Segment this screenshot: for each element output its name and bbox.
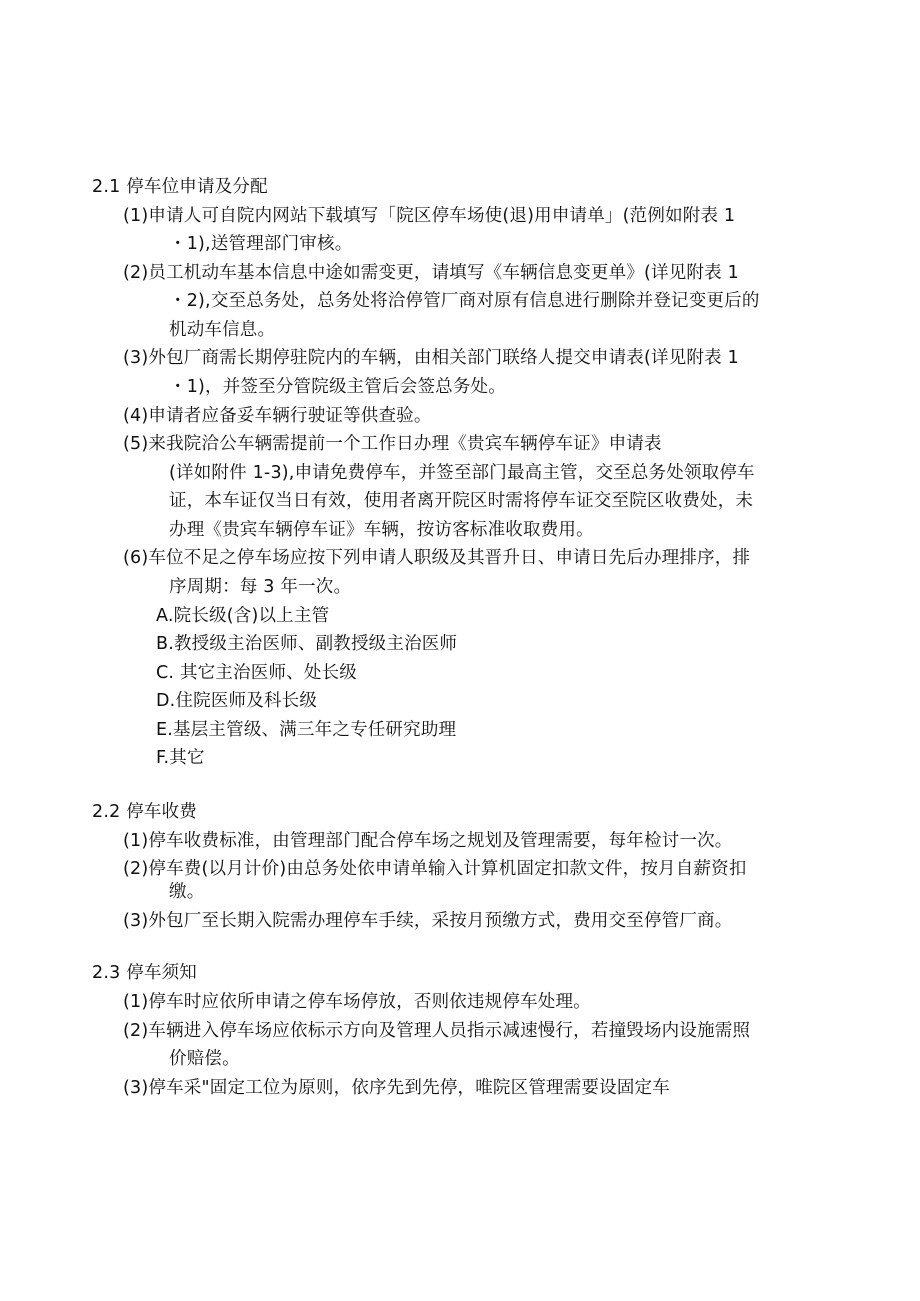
list-item-c: C. 其它主治医师、处长级 [156,663,357,683]
paragraph-line: (2)车辆进入停车场应依标示方向及管理人员指示减速慢行，若撞毁场内设施需照 [123,1021,751,1041]
paragraph-line: (3)外包厂商需长期停驻院内的车辆，由相关部门联络人提交申请表(详见附表 1 [123,348,739,368]
paragraph-line: (3)外包厂至长期入院需办理停车手续，采按月预缴方式，费用交至停管厂商。 [123,911,733,931]
list-item-d: D.住院医师及科长级 [156,691,318,711]
list-item-e: E.基层主管级、满三年之专任研究助理 [156,720,457,740]
paragraph-line: (5)来我院洽公车辆需提前一个工作日办理《贵宾车辆停车证》申请表 [123,434,662,454]
paragraph-line: 证，本车证仅当日有效，使用者离开院区时需将停车证交至院区收费处，未 [169,491,754,511]
paragraph-line: 机动车信息。 [169,320,276,340]
paragraph-line: ・2),交至总务处，总务处将洽停管厂商对原有信息进行删除并登记变更后的 [169,291,760,311]
paragraph-line: (2)员工机动车基本信息中途如需变更，请填写《车辆信息变更单》(详见附表 1 [123,263,739,283]
paragraph-line: (3)停车采"固定工位为原则，依序先到先停，唯院区管理需要设固定车 [123,1078,670,1098]
paragraph-line: 序周期：每 3 年一次。 [169,577,352,597]
paragraph-line: (2)停车费(以月计价)由总务处依申请单输入计算机固定扣款文件，按月自薪资扣 [123,859,747,879]
paragraph-line: (6)车位不足之停车场应按下列申请人职级及其晋升日、申请日先后办理排序，排 [123,548,751,568]
section-heading-2-2: 2.2 停车收费 [92,802,197,822]
paragraph-line: (1)停车时应依所申请之停车场停放，否则依违规停车处理。 [123,992,591,1012]
paragraph-line: ・1),送管理部门审核。 [169,234,353,254]
paragraph-line: 办理《贵宾车辆停车证》车辆，按访客标准收取费用。 [169,520,594,540]
list-item-f: F.其它 [156,748,205,768]
paragraph-line: 价赔偿。 [169,1049,240,1069]
list-item-a: A.院长级(含)以上主管 [156,606,330,626]
paragraph-line: (1)停车收费标准，由管理部门配合停车场之规划及管理需要，每年检讨一次。 [123,831,733,851]
paragraph-line: 缴。 [169,882,205,902]
section-heading-2-1: 2.1 停车位申请及分配 [92,177,268,197]
paragraph-line: (详如附件 1-3),申请免费停车，并签至部门最高主管，交至总务处领取停车 [169,463,755,483]
list-item-b: B.教授级主治医师、副教授级主治医师 [156,634,458,654]
paragraph-line: (4)申请者应备妥车辆行驶证等供查验。 [123,406,432,426]
paragraph-line: (1)申请人可自院内网站下载填写「院区停车场使(退)用申请单」(范例如附表 1 [123,206,736,226]
paragraph-line: ・1)，并签至分管院级主管后会签总务处。 [169,377,506,397]
section-heading-2-3: 2.3 停车须知 [92,963,197,983]
